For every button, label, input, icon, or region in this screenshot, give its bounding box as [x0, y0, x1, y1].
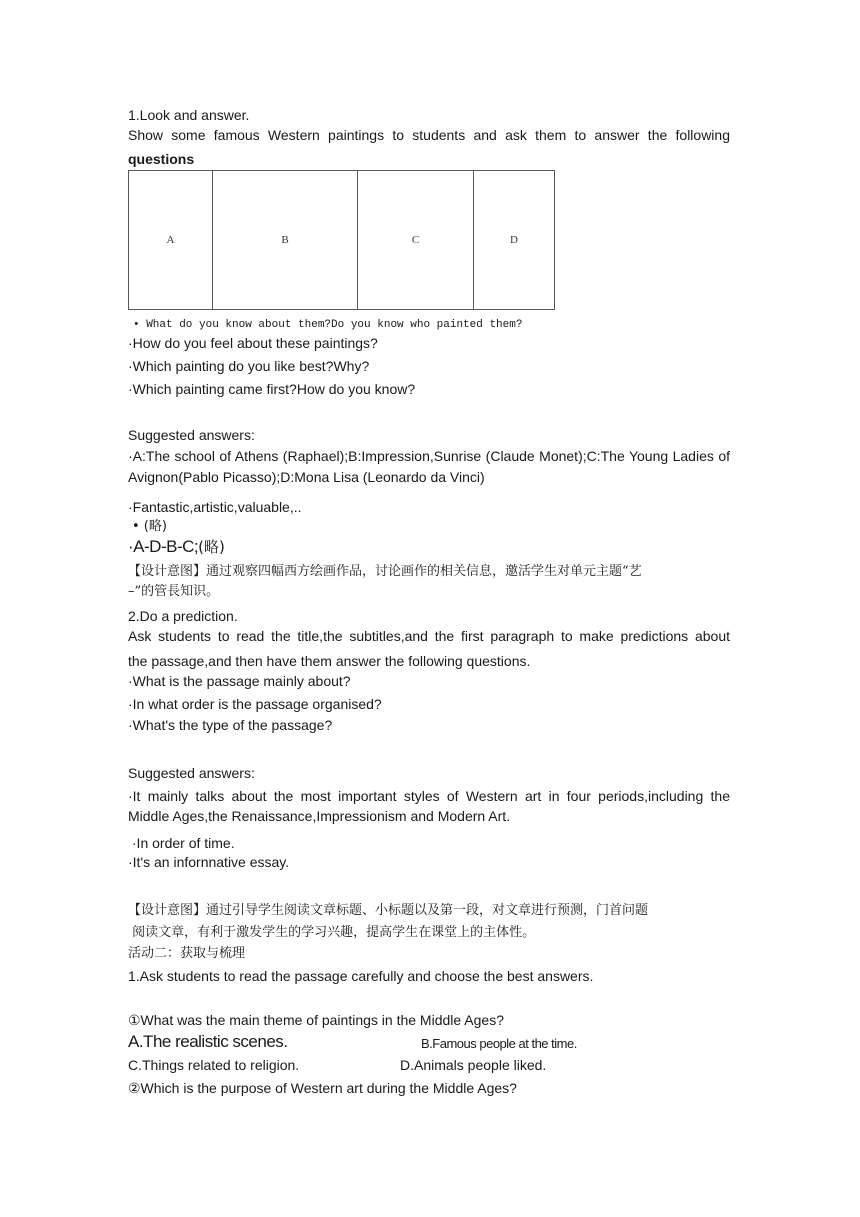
section2-intro-line2: the passage,and then have them answer the following questions. — [128, 653, 531, 669]
section2-question-2: ·In what order is the passage organised? — [128, 696, 382, 712]
section1-answer-3: • (略) — [132, 519, 167, 534]
activity2-heading: 活动二：获取与梳理 — [128, 946, 246, 961]
section2-question-3: ·What's the type of the passage? — [128, 717, 333, 733]
activity2-question-2: ②Which is the purpose of Western art during the Middle Ages? — [128, 1080, 517, 1096]
option-b: B.Famous people at the time. — [421, 1036, 577, 1051]
section1-heading: 1.Look and answer. — [128, 107, 250, 123]
painting-cell-a: A — [129, 171, 213, 310]
painting-cell-b: B — [213, 171, 358, 310]
section2-intro-line1: Ask students to read the title,the subtitles,and the first paragraph to make predictions about — [128, 628, 730, 644]
section1-answer-4 — [128, 538, 225, 556]
section1-suggested-label: Suggested answers: — [128, 427, 255, 443]
section1-question-1: • What do you know about them?Do you know who painted them? — [133, 319, 523, 331]
section1-question-2: ·How do you feel about these paintings? — [128, 335, 378, 351]
option-c: C.Things related to religion. — [128, 1057, 300, 1073]
section2-design-intent-line2: 阅读文章，有利于激发学生的学习兴趣，提高学生在课堂上的主体性。 — [128, 925, 536, 940]
section2-answer-1-line1: ·It mainly talks about the most important styles of Western art in four periods,including the — [128, 788, 730, 804]
section2-design-intent-line1: 【设计意图】通过引导学生阅读文章标题、小标题以及第一段，对文章进行预测，门首问题 — [128, 903, 649, 918]
section1-question-3: ·Which painting do you like best?Why? — [128, 358, 370, 374]
paintings-table — [128, 170, 555, 310]
section2-heading: 2.Do a prediction. — [128, 608, 238, 624]
section2-question-1: ·What is the passage mainly about? — [128, 673, 351, 689]
section1-answer-2: ·Fantastic,artistic,valuable,.. — [128, 499, 302, 515]
section2-answer-3: ·It's an infornnative essay. — [128, 854, 290, 870]
painting-cell-c: C — [358, 171, 474, 310]
section1-intro-line2: questions — [128, 151, 195, 167]
section1-design-intent-line1: 【设计意图】通过观察四幅西方绘画作品，讨论画作的相关信息，邀活学生对单元主题“艺 — [128, 564, 642, 579]
option-d: D.Animals people liked. — [400, 1057, 547, 1073]
answer-4-order: ·A-D-B-C; — [128, 537, 199, 556]
activity2-task: 1.Ask students to read the passage carefully and choose the best answers. — [128, 968, 594, 984]
section1-design-intent-line2: –”的管長知识。 — [128, 584, 220, 599]
section1-answer-1-line2: Avignon(Pablo Picasso);D:Mona Lisa (Leonardo da Vinci) — [128, 469, 485, 485]
activity2-question-1: ①What was the main theme of paintings in the Middle Ages? — [128, 1012, 504, 1028]
section1-intro-line1: Show some famous Western paintings to students and ask them to answer the following — [128, 127, 730, 143]
section2-answer-1-line2: Middle Ages,the Renaissance,Impressionism and Modern Art. — [128, 808, 511, 824]
section2-suggested-label: Suggested answers: — [128, 765, 255, 781]
section1-answer-1-line1: ·A:The school of Athens (Raphael);B:Impression,Sunrise (Claude Monet);C:The Young Ladies of — [128, 448, 730, 464]
option-a: A.The realistic scenes. — [128, 1032, 288, 1051]
section2-answer-2: ·In order of time. — [128, 835, 235, 851]
painting-cell-d: D — [474, 171, 555, 310]
section1-question-4: ·Which painting came first?How do you know? — [128, 381, 416, 397]
answer-4-note: (略) — [198, 538, 225, 556]
